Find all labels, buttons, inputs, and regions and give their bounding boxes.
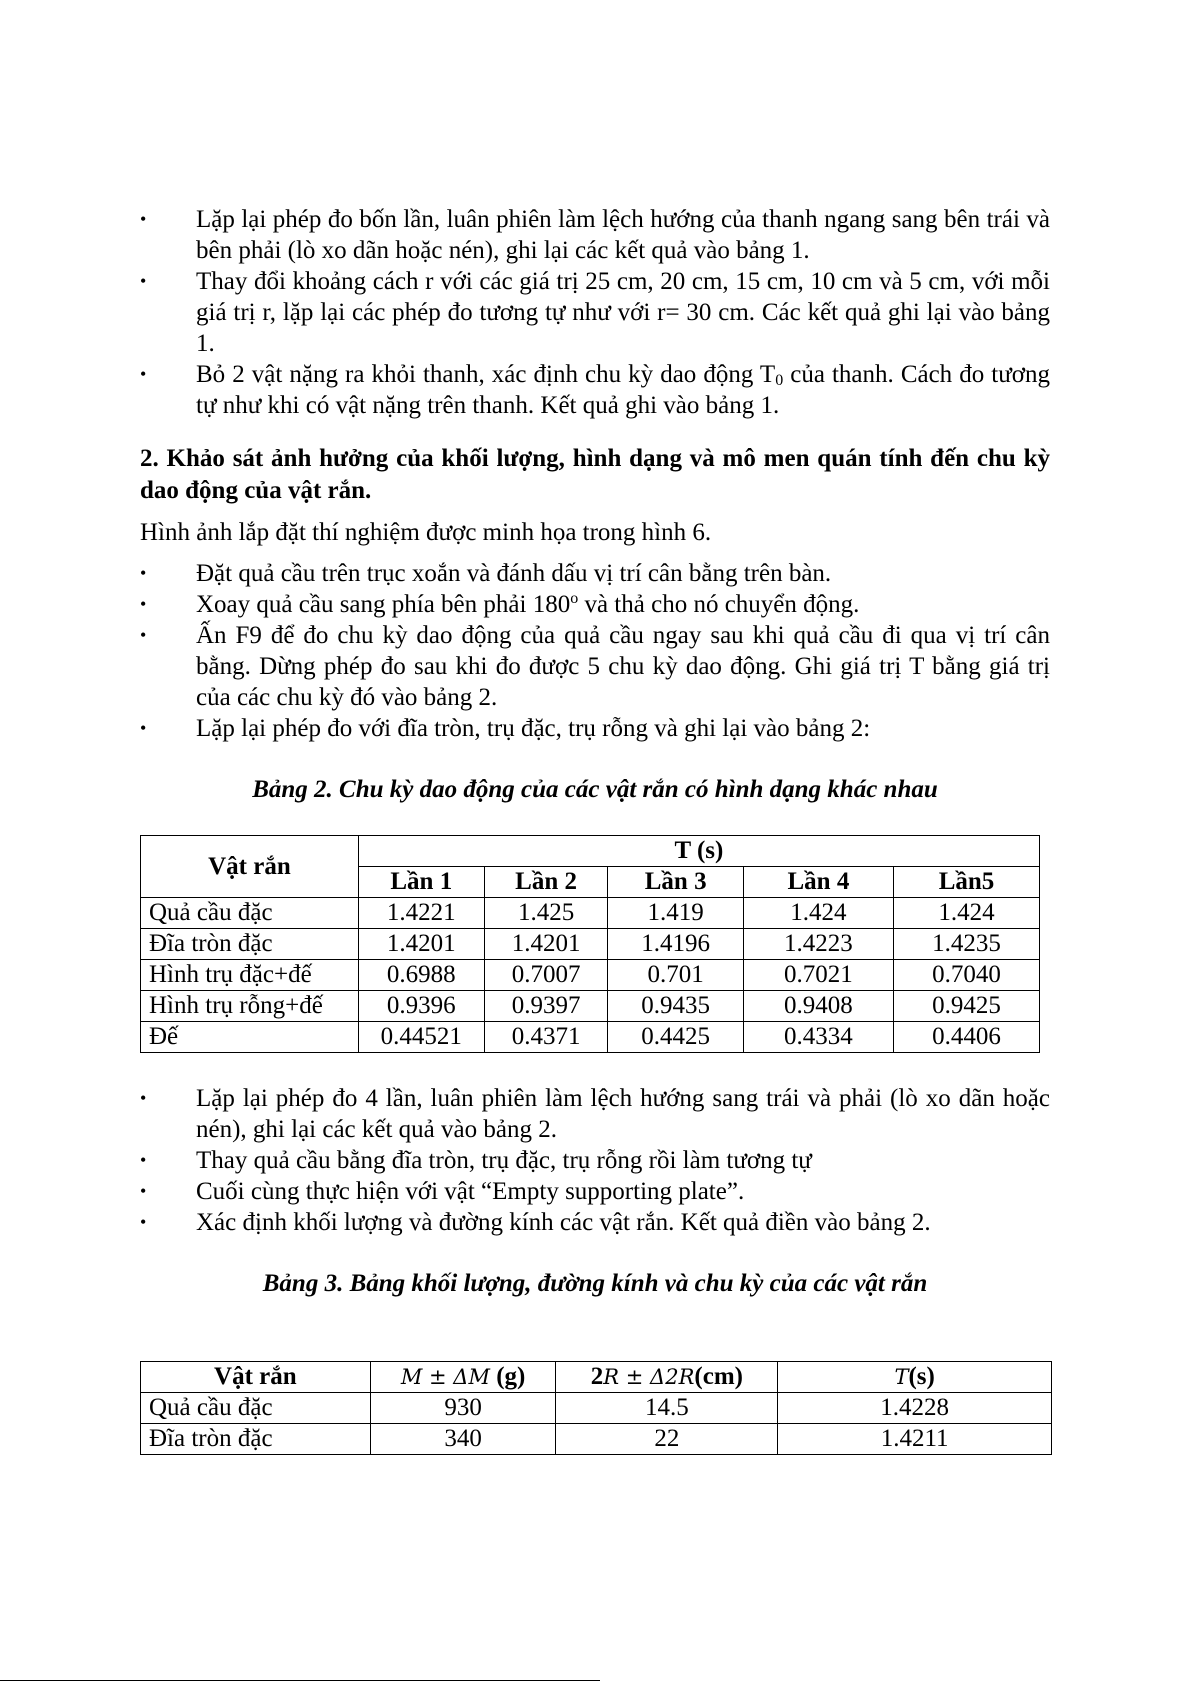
cell-mass: 930 <box>370 1393 556 1424</box>
list-item-text: Thay đổi khoảng cách r với các giá trị 25 cm, 20 cm, 15 cm, 10 cm và 5 cm, với mỗi giá trị r, lặp lại các phép đo tương tự như với r= 30 cm. Các kết quả ghi lại vào bảng 1. <box>196 268 1050 357</box>
list-item-text: Đặt quả cầu trên trục xoắn và đánh dấu vị trí cân bằng trên bàn. <box>196 560 832 587</box>
cell-object: Đĩa tròn đặc <box>141 929 359 960</box>
list-item-text <box>196 361 1050 419</box>
cell-value: 0.4371 <box>484 1022 608 1053</box>
bullet-list-procedure <box>140 558 1050 744</box>
bullet-icon: • <box>140 1088 147 1108</box>
cell-value: 0.7021 <box>743 960 893 991</box>
list-item <box>140 1207 1050 1238</box>
math-symbol: M ± ΔM <box>400 1365 490 1389</box>
bullet-icon: • <box>140 1150 147 1170</box>
cell-object: Hình trụ đặc+đế <box>141 960 359 991</box>
text-run: và thả cho nó chuyển động. <box>578 591 860 618</box>
cell-value: 1.425 <box>484 898 608 929</box>
list-item <box>140 1083 1050 1145</box>
cell-value: 0.4334 <box>743 1022 893 1053</box>
table-header-row <box>141 836 1040 867</box>
bullet-icon: • <box>140 625 147 645</box>
cell-value: 1.4196 <box>608 929 743 960</box>
table-row <box>141 1022 1040 1053</box>
cell-value: 1.4221 <box>358 898 484 929</box>
list-item <box>140 589 1050 620</box>
list-item-text: Lặp lại phép đo 4 lần, luân phiên làm lệch hướng sang trái và phải (lò xo dãn hoặc nén), ghi lại các kết quả vào bảng 2. <box>196 1085 1050 1143</box>
bullet-list-top <box>140 204 1050 421</box>
cell-value: 0.701 <box>608 960 743 991</box>
cell-value: 0.9408 <box>743 991 893 1022</box>
cell-object: Quả cầu đặc <box>141 898 359 929</box>
table-header-row <box>141 1362 1052 1393</box>
list-item-text: Thay quả cầu bằng đĩa tròn, trụ đặc, trụ rỗng rồi làm tương tự <box>196 1147 812 1174</box>
math-symbol: T <box>894 1365 909 1389</box>
text-run: 2 <box>590 1363 604 1390</box>
cell-value: 0.6988 <box>358 960 484 991</box>
col-header-diameter <box>556 1362 778 1393</box>
cell-diameter: 14.5 <box>556 1393 778 1424</box>
cell-value: 0.7040 <box>894 960 1040 991</box>
bullet-icon: • <box>140 718 147 738</box>
list-item <box>140 266 1050 359</box>
bullet-icon: • <box>140 271 147 291</box>
col-header-mass <box>370 1362 556 1393</box>
cell-object: Hình trụ rỗng+đế <box>141 991 359 1022</box>
cell-value: 1.424 <box>894 898 1040 929</box>
table-row <box>141 929 1040 960</box>
text-run: Xoay quả cầu sang phía bên phải 180 <box>196 591 571 618</box>
table-row <box>141 898 1040 929</box>
table3 <box>140 1361 1052 1455</box>
cell-value: 1.424 <box>743 898 893 929</box>
superscript: o <box>570 590 579 607</box>
section-heading: 2. Khảo sát ảnh hưởng của khối lượng, hình dạng và mô men quán tính đến chu kỳ dao động của vật rắn. <box>140 445 1050 504</box>
table-row <box>141 1424 1052 1455</box>
bullet-icon: • <box>140 1212 147 1232</box>
list-item <box>140 713 1050 744</box>
list-item <box>140 620 1050 713</box>
list-item-text: Cuối cùng thực hiện với vật “Empty supporting plate”. <box>196 1178 745 1205</box>
table-row <box>141 1393 1052 1424</box>
list-item <box>140 558 1050 589</box>
cell-period: 1.4211 <box>778 1424 1052 1455</box>
table-row <box>141 991 1040 1022</box>
cell-value: 1.4201 <box>358 929 484 960</box>
col-header-run: Lần5 <box>894 867 1040 898</box>
unit-text: (cm) <box>694 1363 743 1390</box>
col-header-period-group: T (s) <box>358 836 1039 867</box>
document-page <box>140 204 1050 1455</box>
bullet-icon: • <box>140 1181 147 1201</box>
col-header-run: Lần 1 <box>358 867 484 898</box>
math-symbol: R ± Δ2R <box>603 1365 695 1389</box>
cell-value: 0.4425 <box>608 1022 743 1053</box>
col-header-object: Vật rắn <box>141 836 359 898</box>
cell-value: 0.9435 <box>608 991 743 1022</box>
table2 <box>140 835 1040 1053</box>
unit-text: (s) <box>908 1363 935 1390</box>
bullet-icon: • <box>140 563 147 583</box>
cell-object: Đế <box>141 1022 359 1053</box>
unit-text: (g) <box>489 1363 526 1390</box>
cell-value: 1.4235 <box>894 929 1040 960</box>
cell-object: Đĩa tròn đặc <box>141 1424 371 1455</box>
cell-period: 1.4228 <box>778 1393 1052 1424</box>
text-run: Bỏ 2 vật nặng ra khỏi thanh, xác định chu kỳ dao động T <box>196 361 776 388</box>
col-header-period <box>778 1362 1052 1393</box>
section-intro: Hình ảnh lắp đặt thí nghiệm được minh họa trong hình 6. <box>140 519 712 546</box>
table2-caption: Bảng 2. Chu kỳ dao động của các vật rắn có hình dạng khác nhau <box>252 776 938 803</box>
cell-object: Quả cầu đặc <box>141 1393 371 1424</box>
cell-value: 1.419 <box>608 898 743 929</box>
list-item-text: Ấn F9 để đo chu kỳ dao động của quả cầu ngay sau khi quả cầu đi qua vị trí cân bằng. Dừng phép đo sau khi đo được 5 chu kỳ dao động. Ghi giá trị T bằng giá trị của các chu kỳ đó vào bảng 2. <box>196 622 1050 711</box>
table-row <box>141 960 1040 991</box>
cell-mass: 340 <box>370 1424 556 1455</box>
list-item-text: Lặp lại phép đo với đĩa tròn, trụ đặc, trụ rỗng và ghi lại vào bảng 2: <box>196 715 871 742</box>
cell-diameter: 22 <box>556 1424 778 1455</box>
col-header-run: Lần 2 <box>484 867 608 898</box>
cell-value: 0.9397 <box>484 991 608 1022</box>
cell-value: 0.9396 <box>358 991 484 1022</box>
text-run: của thanh. Cách đo tương tự như khi có vật nặng trên thanh. Kết quả ghi vào bảng 1. <box>196 361 1050 419</box>
col-header-run: Lần 3 <box>608 867 743 898</box>
list-item <box>140 1176 1050 1207</box>
cell-value: 1.4201 <box>484 929 608 960</box>
cell-value: 1.4223 <box>743 929 893 960</box>
col-header-object: Vật rắn <box>141 1362 371 1393</box>
list-item <box>140 204 1050 266</box>
list-item-text: Lặp lại phép đo bốn lần, luân phiên làm lệch hướng của thanh ngang sang bên trái và bên phải (lò xo dãn hoặc nén), ghi lại các kết quả vào bảng 1. <box>196 206 1050 264</box>
bullet-icon: • <box>140 364 147 384</box>
cell-value: 0.7007 <box>484 960 608 991</box>
table3-caption: Bảng 3. Bảng khối lượng, đường kính và chu kỳ của các vật rắn <box>262 1270 928 1297</box>
list-item <box>140 359 1050 421</box>
subscript: 0 <box>775 372 784 389</box>
cell-value: 0.9425 <box>894 991 1040 1022</box>
cell-value: 0.44521 <box>358 1022 484 1053</box>
footer-divider <box>0 1680 600 1681</box>
cell-value: 0.4406 <box>894 1022 1040 1053</box>
bullet-icon: • <box>140 594 147 614</box>
list-item <box>140 1145 1050 1176</box>
col-header-run: Lần 4 <box>743 867 893 898</box>
list-item-text: Xác định khối lượng và đường kính các vật rắn. Kết quả điền vào bảng 2. <box>196 1209 931 1236</box>
list-item-text <box>196 591 859 618</box>
bullet-icon: • <box>140 209 147 229</box>
bullet-list-after-table2 <box>140 1083 1050 1238</box>
